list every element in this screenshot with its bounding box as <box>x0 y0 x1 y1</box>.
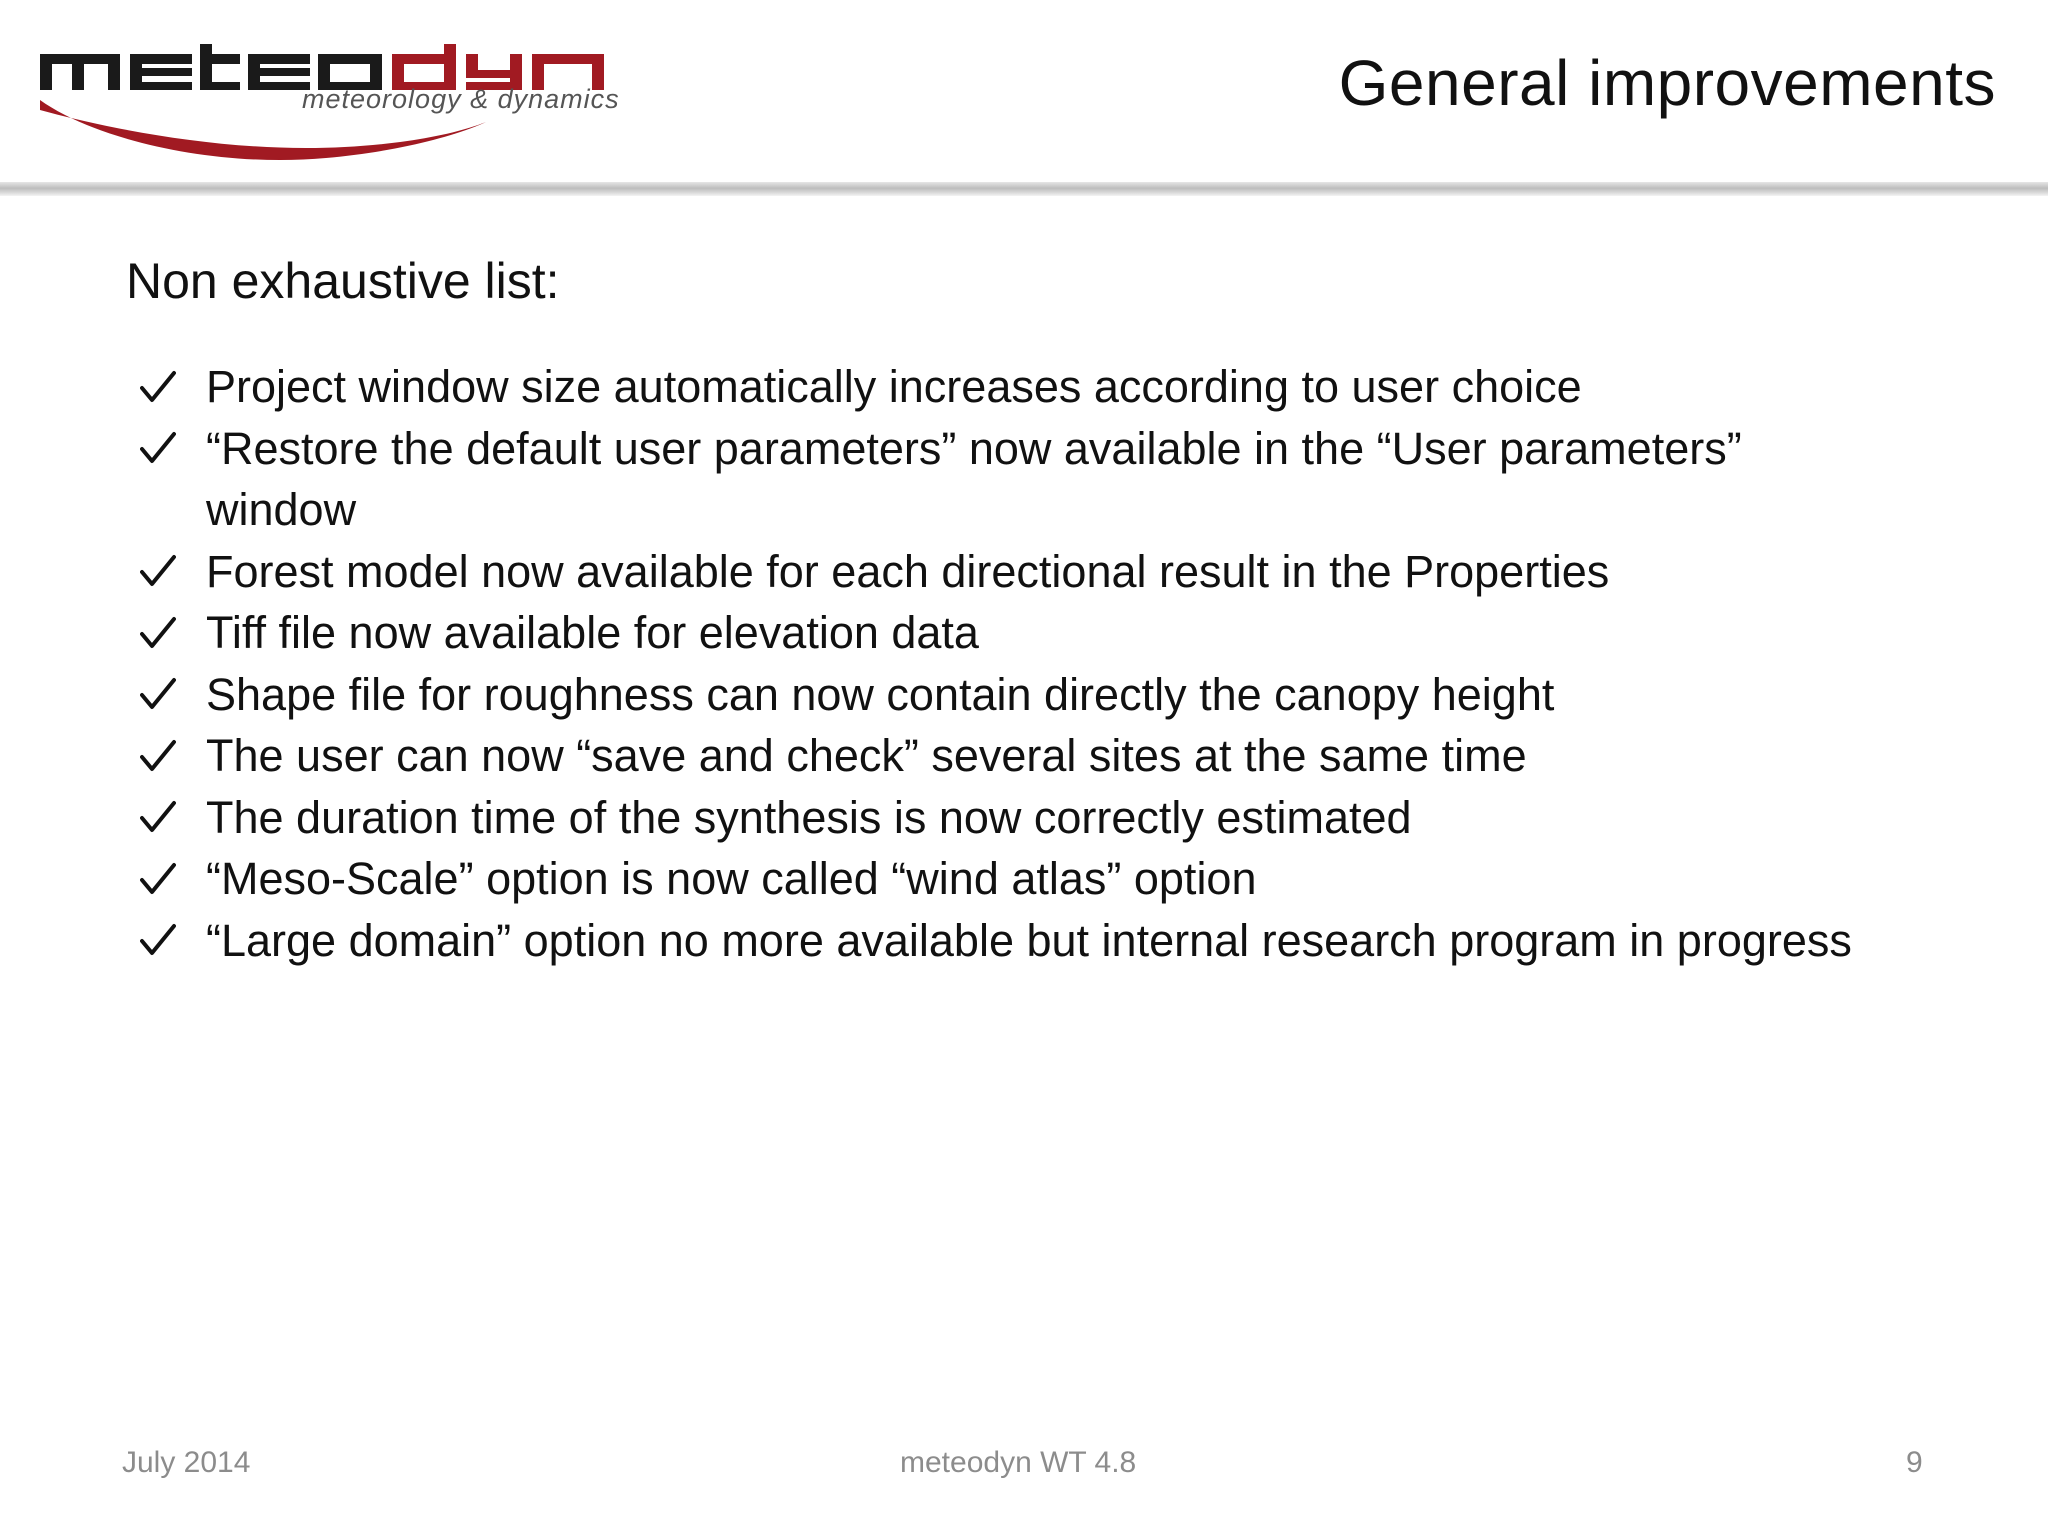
slide-header <box>0 0 2048 185</box>
checkmark-icon <box>140 356 206 418</box>
list-item-text: Project window size automatically increases according to user choice <box>206 361 1582 412</box>
list-item-text: “Large domain” option no more available but internal research program in progress <box>206 914 1852 966</box>
list-item-text: The user can now “save and check” several sites at the same time <box>206 730 1527 781</box>
list-item <box>140 356 2000 418</box>
list-item-text: Forest model now available for each directional result in the Properties <box>206 545 1610 597</box>
list-item <box>140 541 2000 603</box>
list-item <box>140 602 2000 664</box>
footer-product: meteodyn WT 4.8 <box>900 1446 1137 1479</box>
checkmark-icon <box>140 848 206 910</box>
footer-date: July 2014 <box>122 1446 251 1479</box>
list-item <box>140 787 2000 849</box>
logo-tagline: meteorology & dynamics <box>302 84 620 114</box>
checkmark-icon <box>140 602 206 664</box>
checkmark-icon <box>140 910 206 972</box>
list-item-text: Shape file for roughness can now contain directly the canopy height <box>206 668 1555 720</box>
list-item <box>140 664 2000 726</box>
list-item-text: The duration time of the synthesis is now correctly estimated <box>206 791 1412 843</box>
header-divider <box>0 182 2048 196</box>
list-item <box>140 418 2000 541</box>
checkmark-icon <box>140 541 206 603</box>
list-item <box>140 725 2000 787</box>
improvements-list <box>140 356 2000 971</box>
list-intro: Non exhaustive list: <box>126 253 560 309</box>
checkmark-icon <box>140 664 206 726</box>
list-item <box>140 910 2000 972</box>
slide-title: General improvements <box>1338 47 1996 119</box>
checkmark-icon <box>140 725 206 787</box>
list-item-text: “Meso-Scale” option is now called “wind atlas” option <box>206 853 1257 904</box>
checkmark-icon <box>140 787 206 849</box>
meteodyn-logo <box>36 40 646 170</box>
checkmark-icon <box>140 418 206 480</box>
list-item-text: Tiff file now available for elevation data <box>206 607 979 658</box>
page-number: 9 <box>1906 1446 1923 1479</box>
list-item <box>140 848 2000 910</box>
list-item-text: “Restore the default user parameters” now available in the “User parameters” window <box>206 422 1742 535</box>
